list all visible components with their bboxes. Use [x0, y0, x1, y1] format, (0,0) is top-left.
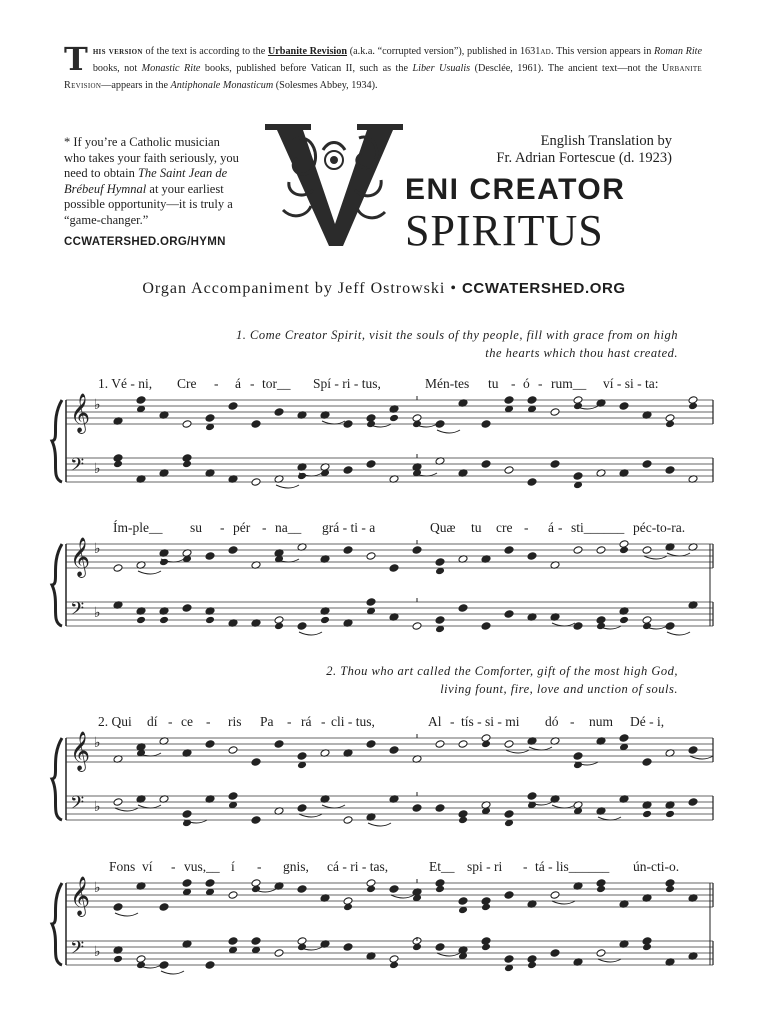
- bass-clef: 𝄢: [70, 455, 85, 480]
- flat-key-signature: ♭: [94, 880, 101, 896]
- note-head: [435, 943, 445, 952]
- lyric: á: [235, 376, 241, 391]
- tie: [115, 913, 138, 916]
- treble-clef: 𝄞: [70, 537, 91, 577]
- score-system-2: [0, 534, 768, 684]
- lyric: -: [262, 520, 267, 535]
- brace: [52, 883, 62, 965]
- note-head: [550, 460, 560, 469]
- tie: [667, 553, 690, 556]
- svg-text:V: V: [333, 204, 335, 205]
- note-head: [251, 816, 261, 825]
- note-head: [113, 564, 123, 573]
- lyric: -: [524, 520, 529, 535]
- lyric: ce: [181, 714, 193, 729]
- note-head: [550, 408, 560, 417]
- note-head: [527, 552, 537, 561]
- note-head: [159, 558, 169, 567]
- lyric: tu: [488, 376, 499, 391]
- note-head: [412, 622, 422, 631]
- lyric: í: [231, 859, 235, 874]
- lyric: Dé - i,: [630, 714, 665, 729]
- lyric: ó: [523, 376, 530, 391]
- lyric: ví: [142, 859, 153, 874]
- note-head: [458, 740, 468, 749]
- lyric: -: [321, 714, 326, 729]
- translation-credit: [470, 133, 672, 167]
- note-head: [481, 420, 491, 429]
- tie: [667, 632, 690, 635]
- treble-clef: 𝄞: [70, 876, 91, 916]
- note-head: [343, 546, 353, 555]
- lyric: dó: [545, 714, 559, 729]
- lyric: tís - si - mi: [461, 714, 520, 729]
- flat-key-signature: ♭: [94, 605, 101, 621]
- intro-text: —appears in the: [101, 80, 171, 91]
- intro-monastic: Monastic Rite: [141, 63, 201, 74]
- note-head: [573, 752, 583, 761]
- intro-antiphonale: Antiphonale Monasticum: [170, 80, 274, 91]
- note-head: [343, 943, 353, 952]
- lyric: sti______: [571, 520, 625, 535]
- intro-roman: Roman Rite: [654, 46, 703, 57]
- tie: [552, 805, 575, 808]
- note-head: [389, 414, 399, 423]
- note-head: [274, 408, 284, 417]
- translation-line: 2. Thou who art called the Comforter, gift of the most high God,: [326, 664, 678, 678]
- lyric: cli - tus,: [331, 714, 375, 729]
- note-head: [481, 460, 491, 469]
- tie: [299, 814, 322, 817]
- lyric: ún-cti-o.: [633, 859, 680, 874]
- note-head: [366, 460, 376, 469]
- lyric: Al: [428, 714, 442, 729]
- note-head: [550, 949, 560, 958]
- lyric: -: [171, 859, 176, 874]
- organ-credit: [0, 280, 768, 298]
- lyric: Et__: [429, 859, 455, 874]
- intro-text: books, published before Vatican II, such as the: [200, 63, 413, 74]
- note-head: [228, 792, 238, 801]
- note-head: [642, 758, 652, 767]
- note-head: [550, 891, 560, 900]
- intro-text: books, not: [92, 63, 142, 74]
- note-head: [619, 616, 629, 625]
- note-head: [297, 752, 307, 761]
- note-head: [251, 758, 261, 767]
- intro-text: . This version appears in: [551, 46, 655, 57]
- lyric: Mén-tes: [425, 376, 470, 391]
- note-head: [251, 937, 261, 946]
- note-head: [389, 885, 399, 894]
- lyric: péc-to-ra.: [633, 520, 686, 535]
- note-head: [435, 740, 445, 749]
- note-head: [159, 961, 169, 970]
- tie: [161, 971, 184, 974]
- lyric: ris: [228, 714, 242, 729]
- note-head: [113, 798, 123, 807]
- lyric: cre: [496, 520, 513, 535]
- note-head: [435, 420, 445, 429]
- lyric: ví - si - ta:: [603, 376, 659, 391]
- tie: [322, 421, 345, 424]
- note-head: [182, 420, 192, 429]
- note-head: [527, 396, 537, 405]
- tie: [552, 901, 575, 904]
- tie: [276, 485, 299, 488]
- tie: [138, 571, 161, 574]
- tie: [391, 895, 414, 898]
- score-system-1: [0, 390, 768, 540]
- note-hymnal-title: The Saint Jean de Brébeuf Hymnal: [64, 166, 228, 196]
- note-head: [228, 402, 238, 411]
- note-head: [297, 885, 307, 894]
- organ-credit-text: Organ Accompaniment by Jeff Ostrowski •: [142, 280, 462, 297]
- note-head: [504, 466, 514, 475]
- brace: [52, 544, 62, 626]
- note-head: [642, 460, 652, 469]
- note-head: [665, 466, 675, 475]
- note-head: [182, 879, 192, 888]
- note-head: [412, 546, 422, 555]
- note-head: [366, 552, 376, 561]
- lyric: 2. Qui: [98, 714, 132, 729]
- note-head: [688, 746, 698, 755]
- lyric: -: [558, 520, 563, 535]
- lyric: -: [450, 714, 455, 729]
- note-head: [228, 746, 238, 755]
- flat-key-signature: ♭: [94, 397, 101, 413]
- lyric: -: [206, 714, 211, 729]
- flat-key-signature: ♭: [94, 541, 101, 557]
- treble-clef: 𝄞: [70, 393, 91, 433]
- ornamental-v-initial: [263, 120, 405, 248]
- note-head: [113, 955, 123, 964]
- translator-name: Fr. Adrian Fortescue (d. 1923): [496, 150, 672, 166]
- drop-cap: T: [64, 40, 88, 78]
- bass-clef: 𝄢: [70, 938, 85, 963]
- lyric: cá - ri - tas,: [327, 859, 389, 874]
- brace: [52, 400, 62, 482]
- note-head: [435, 804, 445, 813]
- note-head: [205, 552, 215, 561]
- note-head: [205, 879, 215, 888]
- note-head: [228, 546, 238, 555]
- tie: [598, 817, 621, 820]
- note-head: [435, 616, 445, 625]
- note-head: [182, 604, 192, 613]
- note-head: [205, 961, 215, 970]
- translation-line: 1. Come Creator Spirit, visit the souls of thy people, fill with grace from on high: [236, 328, 678, 342]
- intro-urbanite-sc: Urbanite Revision: [64, 63, 702, 91]
- tie: [690, 756, 713, 759]
- tie: [644, 556, 667, 559]
- note-head: [596, 546, 606, 555]
- note-head: [642, 546, 652, 555]
- note-head: [205, 740, 215, 749]
- note-head: [596, 949, 606, 958]
- note-head: [297, 804, 307, 813]
- lyric: tor__: [262, 376, 291, 391]
- flat-key-signature: ♭: [94, 461, 101, 477]
- lyric: num: [589, 714, 614, 729]
- lyric: dí: [147, 714, 158, 729]
- lyric: Cre: [177, 376, 197, 391]
- verse-1-translation: [158, 326, 678, 362]
- note-head: [136, 396, 146, 405]
- tie: [529, 747, 552, 750]
- lyric: tu: [471, 520, 482, 535]
- lyric: spi - ri: [467, 859, 503, 874]
- lyric: rum__: [551, 376, 587, 391]
- lyric: -: [523, 859, 528, 874]
- lyric: -: [570, 714, 575, 729]
- tie: [506, 750, 529, 753]
- note-text: * If you’re a Catholic musician who takes your faith seriously, you need to obtain: [64, 135, 239, 181]
- tie: [322, 805, 345, 808]
- flat-key-signature: ♭: [94, 944, 101, 960]
- note-head: [205, 414, 215, 423]
- bass-clef: 𝄢: [70, 793, 85, 818]
- note-head: [619, 402, 629, 411]
- bass-clef: 𝄢: [70, 599, 85, 624]
- intro-text: (Desclée, 1961). The ancient text—not the: [470, 63, 662, 74]
- note-head: [665, 810, 675, 819]
- intro-text: (Solesmes Abbey, 1934).: [273, 80, 378, 91]
- intro-text: of the text is according to the: [142, 46, 268, 57]
- translation-line: English Translation by: [540, 133, 672, 149]
- lyric: rá: [301, 714, 312, 729]
- tie: [552, 623, 575, 626]
- tie: [115, 808, 138, 811]
- lyric: na__: [275, 520, 302, 535]
- note-head: [504, 396, 514, 405]
- hymn-link[interactable]: CCWATERSHED.ORG/HYMN: [64, 236, 226, 248]
- lyric: su: [190, 520, 203, 535]
- note-head: [458, 604, 468, 613]
- tie: [437, 430, 460, 433]
- note-head: [688, 798, 698, 807]
- intro-paragraph: [64, 40, 703, 94]
- note-head: [182, 810, 192, 819]
- note-head: [504, 610, 514, 619]
- note-head: [481, 622, 491, 631]
- note-head: [113, 903, 123, 912]
- urbanite-link: Urbanite Revision: [267, 46, 348, 57]
- brace: [52, 738, 62, 820]
- note-head: [458, 897, 468, 906]
- flat-key-signature: ♭: [94, 735, 101, 751]
- lyric: -: [168, 714, 173, 729]
- lyric: Spí - ri - tus,: [313, 376, 381, 391]
- note-head: [504, 740, 514, 749]
- lyric: 1. Vé - ni,: [98, 376, 153, 391]
- note-head: [504, 546, 514, 555]
- lyric: pér: [233, 520, 251, 535]
- note-head: [343, 466, 353, 475]
- lyric: á: [548, 520, 554, 535]
- title-line-2: SPIRITUS: [405, 206, 604, 255]
- intro-lead: his version: [92, 46, 143, 57]
- note-head: [527, 792, 537, 801]
- hymnal-note: [64, 135, 244, 229]
- note-head: [274, 740, 284, 749]
- translation-line: the hearts which thou hast created.: [485, 346, 678, 360]
- site-link[interactable]: CCWATERSHED.ORG: [461, 280, 626, 297]
- flat-key-signature: ♭: [94, 799, 101, 815]
- note-head: [251, 478, 261, 487]
- note-head: [366, 598, 376, 607]
- note-head: [504, 955, 514, 964]
- note-head: [435, 558, 445, 567]
- tie: [368, 823, 391, 826]
- treble-clef: 𝄞: [70, 731, 91, 771]
- note-head: [504, 810, 514, 819]
- intro-ad: ad: [540, 46, 552, 57]
- intro-liber: Liber Usualis: [412, 63, 471, 74]
- score-system-4: [0, 873, 768, 1023]
- note-head: [665, 622, 675, 631]
- lyric: gnis,: [283, 859, 309, 874]
- lyric: -: [538, 376, 543, 391]
- lyric: vus,__: [184, 859, 220, 874]
- lyric: Ím-ple__: [113, 520, 163, 535]
- note-head: [159, 903, 169, 912]
- note-head: [274, 949, 284, 958]
- lyric: -: [511, 376, 516, 391]
- note-head: [389, 564, 399, 573]
- lyric: -: [220, 520, 225, 535]
- note-head: [228, 937, 238, 946]
- note-head: [504, 891, 514, 900]
- note-head: [573, 472, 583, 481]
- lyric: grá - ti - a: [322, 520, 376, 535]
- tie: [138, 805, 161, 808]
- note-head: [343, 816, 353, 825]
- note-head: [205, 616, 215, 625]
- note-head: [412, 804, 422, 813]
- lyric: -: [250, 376, 255, 391]
- title-line-1: ENI CREATOR: [405, 173, 626, 206]
- lyric: Fons: [109, 859, 136, 874]
- note-head: [642, 810, 652, 819]
- score-system-3: [0, 728, 768, 878]
- lyric: Quæ: [430, 520, 456, 535]
- tie: [437, 953, 460, 956]
- lyric: -: [214, 376, 219, 391]
- note-head: [228, 891, 238, 900]
- note-head: [573, 546, 583, 555]
- tie: [299, 632, 322, 635]
- lyric: -: [287, 714, 292, 729]
- note-head: [389, 746, 399, 755]
- note-text: at your earliest possible opportunity—it is truly a “game-changer.”: [64, 181, 233, 227]
- note-head: [527, 478, 537, 487]
- lyric: Pa: [260, 714, 274, 729]
- note-head: [619, 734, 629, 743]
- note-head: [320, 616, 330, 625]
- note-head: [297, 472, 307, 481]
- translation-line: living fount, fire, love and unction of souls.: [440, 682, 678, 696]
- note-head: [159, 616, 169, 625]
- lyric: -: [257, 859, 262, 874]
- note-head: [297, 622, 307, 631]
- note-head: [136, 616, 146, 625]
- intro-text: (a.k.a. “corrupted version”), published in 1631: [347, 46, 541, 57]
- note-head: [366, 740, 376, 749]
- note-head: [251, 420, 261, 429]
- tie: [598, 959, 621, 962]
- lyric: tá - lis______: [535, 859, 610, 874]
